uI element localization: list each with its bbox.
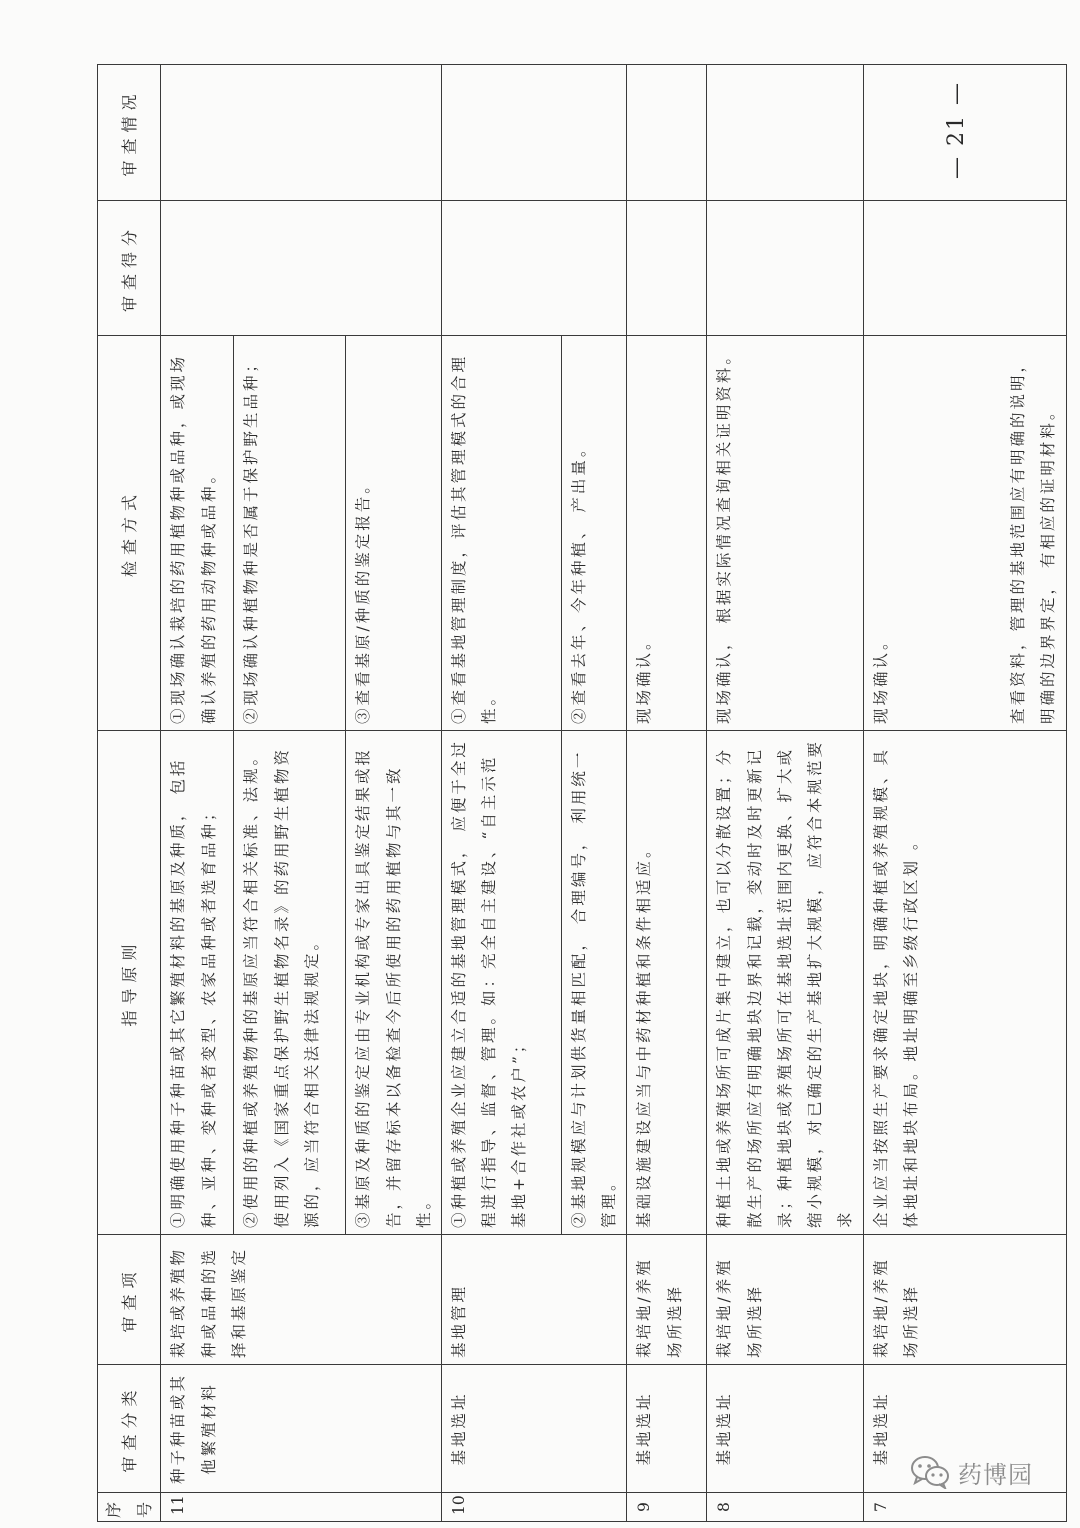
row-principle: ①明确使用种子种苗或其它繁殖材料的基原及种质， 包括种、亚种、变种或者变型、农家品种或者选育品种； [161,731,234,1235]
row-category: 基地选址 [863,1365,1066,1493]
row-method: 现场确认。 [627,336,707,731]
row-status [627,65,707,201]
row-category: 基地选址 [707,1365,863,1493]
row-principle: ②基地规模应与计划供货量相匹配， 合理编号， 利用统一管理。 [562,731,627,1235]
row-method: ②查看去年、今年种植、 产出量。 [562,336,627,731]
row-score [442,201,627,336]
header-item: 审查项 [98,1235,161,1365]
header-status: 审查情况 [98,65,161,201]
row-principle: 基础设施建设应当与中药材种植和条件相适应。 [627,731,707,1235]
table-row [161,65,234,1522]
row-principle: ①种植或养殖企业应建立合适的基地管理模式， 应便于全过程进行指导、监督、管理。如：完全自主建设、“自主示范基地+合作社或农户”； [442,731,562,1235]
row-score [161,201,442,336]
row-score [627,201,707,336]
row-item: 栽培或养殖物种或品种的选择和基原鉴定 [161,1235,442,1365]
row-method: 查看资料，管理的基地范围应有明确的说明，明确的边界界定， 有相应的证明材料。 [1003,336,1066,731]
row-score [707,201,863,336]
row-score [863,201,1066,336]
table-row [707,65,863,1522]
row-principle: ③基原及种质的鉴定应由专业机构或专家出具鉴定结果或报告，并留存标本以备检查今后所使用的药用植物与其一致性。 [346,731,442,1235]
table-row [442,65,562,1522]
row-seq: 10 [442,1493,627,1522]
row-method: ②现场确认种植物种是否属于保护野生品种； [234,336,346,731]
header-score: 审查得分 [98,201,161,336]
page-number: — 21 — [943,81,969,179]
row-seq: 9 [627,1493,707,1522]
watermark-text: 药博园 [958,1460,1033,1489]
row-category: 基地选址 [442,1365,627,1493]
table-header-row [98,65,161,1522]
row-seq: 7 [863,1493,1066,1522]
row-status [442,65,627,201]
row-seq: 8 [707,1493,863,1522]
row-item: 基地管理 [442,1235,627,1365]
row-method: ①查看基地管理制度，评估其管理模式的合理性。 [442,336,562,731]
watermark [910,1452,1033,1492]
row-method: 现场确认， 根据实际情况查询相关证明资料。 [707,336,863,731]
row-category: 种子种苗或其他繁殖材料 [161,1365,442,1493]
row-category: 基地选址 [627,1365,707,1493]
review-table [97,64,1067,1522]
header-category: 审查分类 [98,1365,161,1493]
row-seq: 11 [161,1493,442,1522]
header-principle: 指导原则 [98,731,161,1235]
row-item: 栽培地/养殖场所选择 [863,1235,1066,1365]
wechat-icon [910,1455,950,1489]
header-seq: 序号 [98,1493,161,1522]
row-method: ①现场确认栽培的药用植物种或品种，或现场确认养殖的药用动物种或品种。 [161,336,234,731]
row-principle: 种植土地或养殖场所可成片集中建立，也可以分散设置；分散生产的场所应有明确地块边界和记载，变动时及时更新记录；种植地块或养殖场所可在基地选址范围内更换、扩大或缩小规模，对已确定的生产基地扩大规模， 应符合本规范要求 [707,731,863,1235]
row-principle: 企业应当按照生产要求确定地块，明确种植或养殖规模、具体地址和地块布局。地址明确至乡级行政区划 。 [863,731,1066,1235]
header-method: 检查方式 [98,336,161,731]
row-item: 栽培地/养殖场所选择 [627,1235,707,1365]
row-method: 现场确认。 [863,336,1003,731]
row-status [161,65,442,201]
table-row [863,65,1003,1522]
table-row [627,65,707,1522]
row-principle: ②使用的种植或养殖物种的基原应当符合相关标准、法规。使用列入《国家重点保护野生植物名录》的药用野生植物资源的，应当符合相关法律法规规定。 [234,731,346,1235]
row-item: 栽培地/养殖场所选择 [707,1235,863,1365]
row-status [707,65,863,201]
row-method: ③查看基原/种质的鉴定报告。 [346,336,442,731]
